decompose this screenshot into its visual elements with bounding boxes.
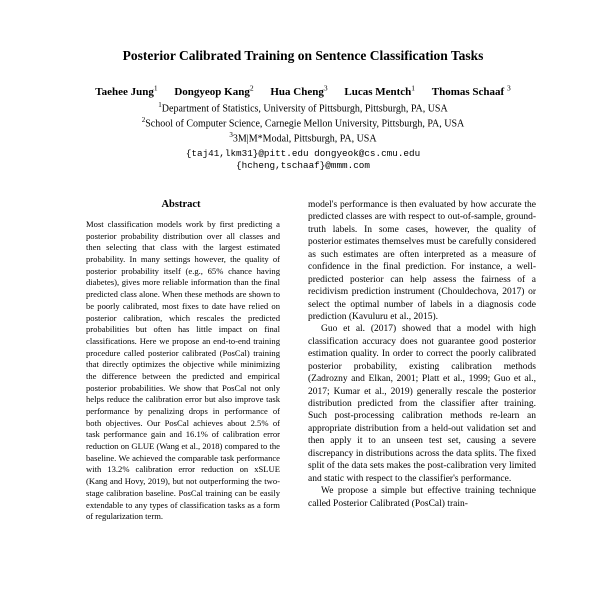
author xyxy=(344,82,416,98)
author xyxy=(174,82,254,98)
affiliation-text: Department of Statistics, University of Pittsburgh, Pittsburgh, PA, USA xyxy=(161,102,448,114)
abstract-heading: Abstract xyxy=(161,199,201,210)
affiliation-mark: 2 xyxy=(141,115,146,124)
author-affiliation-mark: 1 xyxy=(153,82,158,92)
paper-title: Posterior Calibrated Training on Sentence Classification Tasks xyxy=(122,48,484,63)
author-affiliation-mark: 2 xyxy=(249,82,254,92)
left-column xyxy=(70,199,292,523)
affiliation-line xyxy=(70,101,536,116)
abstract-text: Most classification models work by first predicting a posterior probability distribution over all classes and then selecting that class with the largest estimated probability. In many settings however, the quality of posterior probability itself (e.g., 65% chance having diabetes), gives more reliable information than the final predicted class alone. When these methods are shown to be poorly calibrated, most fixes to date have relied on posterior calibration, which rescales the predicted probabilities but often has little impact on final classifications. Here we propose an end-to-end training procedure called posterior calibrated (PosCal) training that directly optimizes the objective while minimizing the difference between the predicted and empirical posterior probabilities. We show that PosCal not only helps reduce the calibration error but also improve task performance by penalizing drops in performance of both objectives. Our PosCal achieves about 2.5% of task performance gain and 16.1% of calibration error reduction on GLUE (Wang et al., 2018) compared to the baseline. We achieved the comparable task performance with 13.2% calibration error reduction on xSLUE (Kang and Hovy, 2019), but not outperforming the two-stage calibration baseline. PosCal training can be easily extendable to any types of classification tasks as a form of regularization term. xyxy=(86,219,280,522)
author-affiliation-mark: 3 xyxy=(323,82,328,92)
body-paragraph: Guo et al. (2017) showed that a model with high classification accuracy does not guarantee good posterior estimation quality. In order to correct the poorly calibrated posterior probability, existing calibration methods (Zadrozny and Elkan, 2001; Platt et al., 1999; Guo et al., 2017; Kumar et al., 2019) generally rescale the posterior distribution predicted from the classifier after training. Such post-processing calibration methods re-learn an appropriate distribution from a held-out validation set and then apply it to an unseen test set, causing a severe discrepancy in distributions across the data splits. The fixed split of the data sets makes the post-calibration very limited and static with respect to the classifier's performance. xyxy=(308,324,536,484)
author xyxy=(431,82,511,98)
email-line: {hcheng,tschaaf}@mmm.com xyxy=(236,160,370,172)
author xyxy=(95,82,158,98)
author-affiliation-mark: 1 xyxy=(411,82,416,92)
affiliation-text: 3M|M*Modal, Pittsburgh, PA, USA xyxy=(232,133,377,145)
email-line: {taj41,lkm31}@pitt.edu dongyeok@cs.cmu.edu xyxy=(185,147,421,159)
affiliation-mark: 1 xyxy=(158,100,162,109)
email-block xyxy=(70,148,536,173)
author-name: Lucas Mentch xyxy=(344,85,412,98)
author xyxy=(270,82,328,98)
right-column xyxy=(308,199,536,523)
affiliation-line xyxy=(70,116,536,131)
author-name: Thomas Schaaf xyxy=(431,85,505,98)
author-name: Taehee Jung xyxy=(95,85,154,98)
two-column-body xyxy=(70,199,536,523)
body-paragraph: We propose a simple but effective training technique called Posterior Calibrated (PosCal) train- xyxy=(308,486,536,509)
author-name: Hua Cheng xyxy=(270,85,324,98)
affiliation-text: School of Computer Science, Carnegie Mellon University, Pittsburgh, PA, USA xyxy=(145,117,465,129)
author-line xyxy=(70,83,536,98)
affiliation-line xyxy=(70,131,536,146)
affiliations-block xyxy=(70,101,536,146)
author-affiliation-mark: 3 xyxy=(506,82,511,92)
author-name: Dongyeop Kang xyxy=(174,85,250,98)
body-paragraph: model's performance is then evaluated by how accurate the predicted classes are with respect to out-of-sample, ground-truth labels. In some cases, however, the quality of posterior estimates themselves must be carefully considered as such estimates are often interpreted as a measure of confidence in the final prediction. For instance, a well-predicted posterior can help assess the fairness of a recidivism prediction instrument (Chouldechova, 2017) or select the optimal number of labels in a diagnosis code prediction (Kavuluru et al., 2015). xyxy=(308,200,536,322)
affiliation-mark: 3 xyxy=(229,130,233,139)
